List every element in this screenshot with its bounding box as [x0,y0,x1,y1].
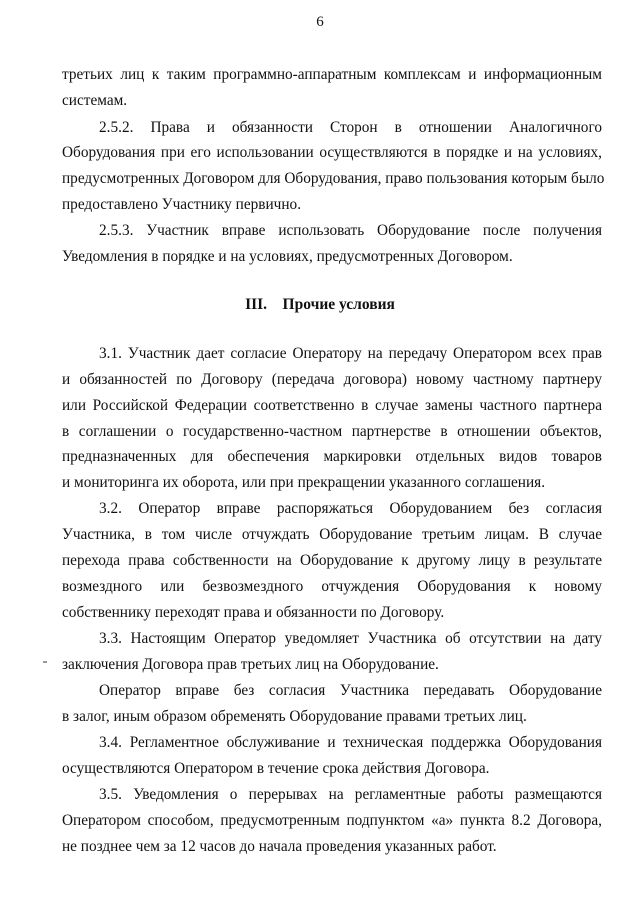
text-line: третьих лиц к таким программно-аппаратным комплексам и информационным [62,66,602,83]
text-line: перехода права собственности на Оборудование к другому лицу в результате [62,552,602,569]
text-line: Уведомления в порядке и на условиях, предусмотренных Договором. [62,248,513,265]
text-line: осуществляются Оператором в течение срока действия Договора. [62,760,490,777]
section-heading: III. Прочие условия [245,296,395,313]
text-line: возмездного или безвозмездного отчуждения Оборудования к новому [62,578,602,595]
text-line: системам. [62,92,128,109]
text-line: в соглашении о государственно-частном партнерстве в отношении объектов, [62,423,602,440]
text-line: Оборудования при его использовании осуществляются в порядке и на условиях, [62,144,602,161]
clause-2-5-2: 2.5.2. Права и обязанности Сторон в отношении Аналогичного [99,119,602,136]
text-line: Участника, в том числе отчуждать Оборудование третьим лицам. В случае [62,526,602,543]
margin-mark [43,661,47,663]
text-line: заключения Договора прав третьих лиц на Оборудование. [62,656,439,673]
text-line: и обязанностей по Договору (передача договора) новому частному партнеру [62,371,602,388]
clause-2-5-3: 2.5.3. Участник вправе использовать Оборудование после получения [99,222,602,239]
text-line: не позднее чем за 12 часов до начала проведения указанных работ. [62,838,497,855]
clause-3-2: 3.2. Оператор вправе распоряжаться Оборудованием без согласия [99,500,602,517]
clause-3-1: 3.1. Участник дает согласие Оператору на передачу Оператором всех прав [99,345,602,362]
paragraph-pledge: Оператор вправе без согласия Участника передавать Оборудование [99,682,602,699]
text-line: и мониторинга их оборота, или при прекращении указанного соглашения. [62,474,546,491]
clause-3-3: 3.3. Настоящим Оператор уведомляет Участника об отсутствии на дату [99,630,602,647]
text-line: собственнику переходят права и обязанности по Договору. [62,604,445,621]
page-number: 6 [316,14,324,30]
text-line: предусмотренных Договором для Оборудования, право пользования которым было [62,170,605,187]
text-line: Оператором способом, предусмотренным подпунктом «а» пункта 8.2 Договора, [62,812,602,829]
text-line: предназначенных для обеспечения маркировки отдельных видов товаров [62,448,602,465]
clause-3-5: 3.5. Уведомления о перерывах на регламентные работы размещаются [99,786,602,803]
text-line: в залог, иным образом обременять Оборудование правами третьих лиц. [62,708,527,725]
clause-3-4: 3.4. Регламентное обслуживание и техническая поддержка Оборудования [99,734,602,751]
text-line: или Российской Федерации соответственно в случае замены частного партнера [62,397,602,414]
text-line: предоставлено Участнику первично. [62,196,302,213]
